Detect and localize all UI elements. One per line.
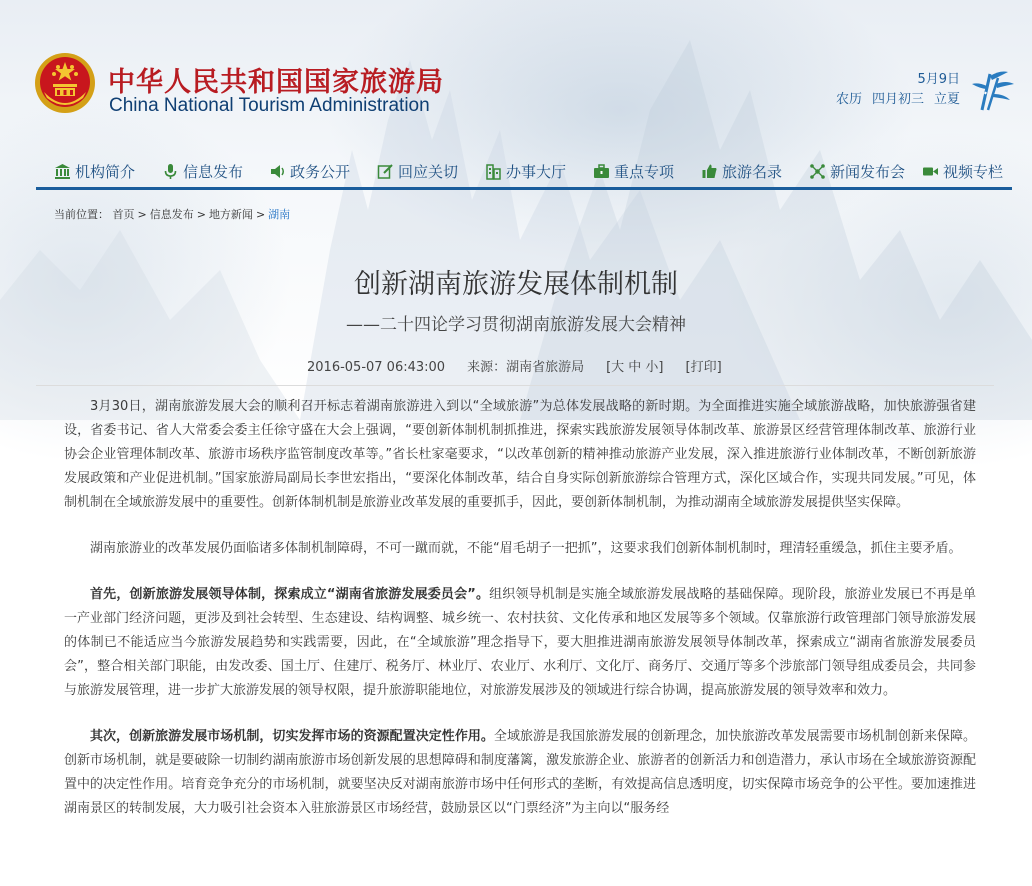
nav-item-response[interactable] xyxy=(377,160,458,184)
building-icon xyxy=(54,163,71,180)
article-source: 来源：湖南省旅游局 xyxy=(467,360,585,375)
lunar-label: 农历 xyxy=(835,92,862,107)
paragraph xyxy=(64,725,976,821)
solar-term: 立夏 xyxy=(933,92,960,107)
breadcrumb-local-news[interactable]: 地方新闻 xyxy=(208,208,253,221)
nav-label: 新闻发布会 xyxy=(830,163,906,181)
nav-label: 信息发布 xyxy=(183,163,244,181)
nav-label: 重点专项 xyxy=(614,163,675,181)
article-title: 创新湖南旅游发展体制机制 xyxy=(354,269,678,300)
breadcrumb-separator: > xyxy=(137,208,147,221)
paragraph: 湖南旅游业的改革发展仍面临诸多体制机制障碍，不可一蹴而就，不能“眉毛胡子一把抓”，这要求我们创新体制机制时，理清轻重缓急，抓住主要矛盾。 xyxy=(90,541,962,556)
breadcrumb xyxy=(54,206,290,222)
breadcrumb-separator: > xyxy=(196,208,206,221)
video-icon xyxy=(922,163,939,180)
article-subtitle: ——二十四论学习贯彻湖南旅游发展大会精神 xyxy=(346,315,686,335)
nav-label: 旅游名录 xyxy=(722,163,783,181)
current-date: 5月9日 xyxy=(917,72,960,87)
nav-item-press-conference[interactable] xyxy=(809,160,905,184)
nav-item-directory[interactable] xyxy=(701,160,782,184)
national-emblem-icon[interactable] xyxy=(34,52,96,114)
font-size-control[interactable]: [大 中 小] xyxy=(606,360,664,375)
paragraph-text: 全域旅游是我国旅游发展的创新理念，加快旅游改革发展需要市场机制创新来保障。创新市场机制，就是要破除一切制约湖南旅游市场创新发展的思想障碍和制度藩篱，激发旅游企业、旅游者的创新活力和创造潜力，承认市场在全域旅游资源配置中的决定性作用。培育竞争充分的市场机制，就要坚决反对湖南旅游市场中任何形式的垄断，有效提高信息透明度，切实保障市场竞争的公平性。要加速推进湖南景区的转制发展，大力吸引社会资本入驻旅游景区市场经营，鼓励景区以“门票经济”为主向以“服务经 xyxy=(64,729,976,816)
nav-item-government[interactable] xyxy=(269,160,350,184)
breadcrumb-info[interactable]: 信息发布 xyxy=(149,208,194,221)
hall-icon xyxy=(485,163,502,180)
breadcrumb-home[interactable]: 首页 xyxy=(112,208,135,221)
breadcrumb-prefix: 当前位置： xyxy=(54,208,109,221)
nav-item-key-projects[interactable] xyxy=(593,160,674,184)
print-link[interactable]: [打印] xyxy=(685,360,722,375)
nav-item-service-hall[interactable] xyxy=(485,160,566,184)
thumbs-up-icon xyxy=(701,163,718,180)
divider xyxy=(36,385,994,386)
site-title-chinese[interactable]: 中华人民共和国国家旅游局 xyxy=(108,67,444,98)
date-panel xyxy=(836,70,960,110)
nav-label: 政务公开 xyxy=(290,163,351,181)
paragraph xyxy=(64,583,976,703)
paragraph: 3月30日，湖南旅游发展大会的顺利召开标志着湖南旅游进入到以“全域旅游”为总体发展战略的新时期。为全面推进实施全域旅游战略，加快旅游强省建设，省委书记、省人大常委会委主任徐守盛在大会上强调，“要创新体制机制抓推进，探索实践旅游发展领导体制改革、旅游景区经营管理体制改革、旅游行业协会企业管理体制改革、旅游市场秩序监管制度改革等。”省长杜家毫要求，“以改革创新的精神推动旅游产业发展，深入推进旅游行业体制改革，不断创新旅游发展政策和产业促进机制。”国家旅游局副局长李世宏指出，“要深化体制改革，结合自身实际创新旅游综合管理方式，深化区域合作，实现共同发展。”可见，体制机制在全域旅游发展中的重要性。创新体制机制是旅游业改革发展的重要抓手，因此，要创新体制机制，为推动湖南全域旅游发展提供坚实保障。 xyxy=(64,399,976,510)
edit-icon xyxy=(377,163,394,180)
article-meta xyxy=(307,356,722,375)
paragraph-lead: 其次，创新旅游发展市场机制，切实发挥市场的资源配置决定性作用。 xyxy=(90,729,494,744)
site-title-english[interactable]: China National Tourism Administration xyxy=(109,95,430,116)
nav-item-info[interactable] xyxy=(162,160,243,184)
breadcrumb-hunan[interactable]: 湖南 xyxy=(268,208,291,221)
lunar-day: 四月初三 xyxy=(871,92,924,107)
publish-datetime: 2016-05-07 06:43:00 xyxy=(307,360,446,375)
nav-item-about[interactable] xyxy=(54,160,135,184)
paragraph-text: 组织领导机制是实施全域旅游发展战略的基础保障。现阶段，旅游业发展已不再是单一产业部门经济问题，更涉及到社会转型、生态建设、结构调整、城乡统一、农村扶贫、文化传承和地区发展等多个领域。仅靠旅游行政管理部门领导旅游发展的体制已不能适应当今旅游发展趋势和实践需要，因此，在“全域旅游”理念指导下，要大胆推进湖南旅游发展领导体制改革，探索成立“湖南省旅游发展委员会”，整合相关部门职能，由发改委、国土厅、住建厅、税务厅、林业厅、农业厅、水利厅、文化厅、商务厅、交通厅等多个涉旅部门领导组成委员会，共同参与旅游发展管理，进一步扩大旅游发展的领导权限，提升旅游职能地位，对旅游发展涉及的领域进行综合协调，提高旅游发展的领导效率和效力。 xyxy=(64,587,976,698)
nav-label: 机构简介 xyxy=(75,163,136,181)
paragraph-lead: 首先，创新旅游发展领导体制，探索成立“湖南省旅游发展委员会”。 xyxy=(90,587,490,602)
microphone-icon xyxy=(162,163,179,180)
network-icon xyxy=(809,163,826,180)
breadcrumb-separator: > xyxy=(255,208,266,221)
site-header xyxy=(0,0,1032,150)
article-body xyxy=(64,395,976,843)
main-navigation xyxy=(36,157,1012,190)
nav-label: 办事大厅 xyxy=(506,163,567,181)
lunar-date xyxy=(836,90,960,110)
nav-label: 回应关切 xyxy=(398,163,459,181)
nav-label: 视频专栏 xyxy=(943,163,1004,181)
briefcase-icon xyxy=(593,163,610,180)
nav-item-video[interactable] xyxy=(922,160,1003,184)
speaker-icon xyxy=(269,163,286,180)
bamboo-icon xyxy=(968,68,1016,112)
